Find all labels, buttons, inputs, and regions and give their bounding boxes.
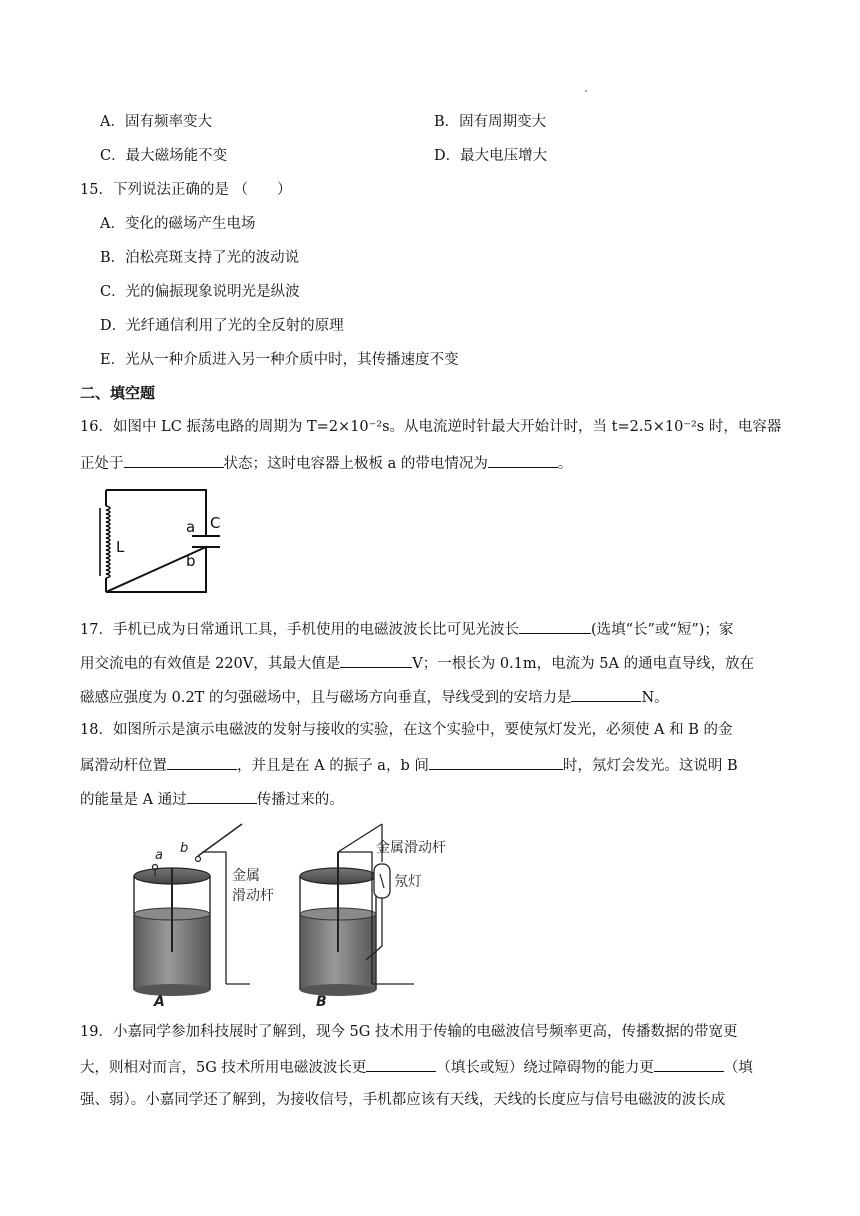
q18-text-c: 时，氖灯会发光。这说明 B bbox=[562, 758, 738, 774]
lamp-label: 氖灯 bbox=[394, 874, 422, 890]
answer-blank[interactable] bbox=[187, 788, 257, 804]
jar-a bbox=[134, 865, 210, 997]
q17-text-e: 磁感应强度为 0.2T 的匀强磁场中，且与磁场方向垂直，导线受到的安培力是 bbox=[80, 690, 572, 706]
q15-option-b: B．泊松亮斑支持了光的波动说 bbox=[100, 250, 300, 266]
jar-b-label: B bbox=[316, 994, 327, 1008]
q19-text-c: （填 bbox=[723, 1060, 753, 1076]
inductor-label: L bbox=[116, 538, 125, 556]
stray-dot bbox=[585, 90, 587, 92]
q14-option-d: D．最大电压增大 bbox=[434, 148, 548, 164]
q17-text-a: 17．手机已成为日常通讯工具，手机使用的电磁波波长比可见光波长 bbox=[80, 622, 519, 638]
q19-text-a: 大，则相对而言，5G 技术所用电磁波波长更 bbox=[80, 1060, 367, 1076]
jar-b bbox=[300, 852, 376, 996]
answer-blank[interactable] bbox=[488, 452, 558, 468]
lc-circuit-diagram bbox=[96, 484, 226, 600]
q14-option-b: B．固有周期变大 bbox=[434, 114, 547, 130]
answer-blank[interactable] bbox=[654, 1056, 724, 1072]
rod-a-label-1: 金属 bbox=[232, 868, 260, 884]
jar-a-label: A bbox=[154, 994, 165, 1008]
terminal-b-label: b bbox=[180, 841, 189, 856]
answer-blank[interactable] bbox=[167, 754, 237, 770]
q16-text-c: 。 bbox=[557, 456, 573, 472]
q19-line1: 19．小嘉同学参加科技展时了解到，现今 5G 技术用于传输的电磁波信号频率更高，传播数据的带宽更 bbox=[80, 1024, 738, 1040]
q16-line1: 16．如图中 LC 振荡电路的周期为 T=2×10⁻²s。从电流逆时针最大开始计时，当 t=2.5×10⁻²s 时，电容器 bbox=[80, 419, 782, 435]
q18-line2 bbox=[80, 754, 738, 776]
q15-option-d: D．光纤通信利用了光的全反射的原理 bbox=[100, 318, 344, 334]
q17-text-b: (选填“长”或“短”)；家 bbox=[590, 622, 734, 638]
q16-line2 bbox=[80, 452, 572, 474]
answer-blank[interactable] bbox=[429, 754, 563, 770]
answer-blank[interactable] bbox=[366, 1056, 436, 1072]
q14-option-a: A．固有频率变大 bbox=[100, 114, 212, 130]
q15-option-a: A．变化的磁场产生电场 bbox=[100, 216, 256, 232]
answer-blank[interactable] bbox=[571, 686, 641, 702]
q18-text-e: 传播过来的。 bbox=[256, 792, 344, 808]
answer-blank[interactable] bbox=[340, 652, 412, 668]
answer-blank[interactable] bbox=[124, 452, 224, 468]
answer-blank[interactable] bbox=[519, 618, 591, 634]
q17-text-d: V；一根长为 0.1m，电流为 5A 的通电直导线，放在 bbox=[412, 656, 755, 672]
rod-b-label: 金属滑动杆 bbox=[376, 840, 446, 856]
q14-option-c: C．最大磁场能不变 bbox=[100, 148, 228, 164]
q18-text-a: 属滑动杆位置 bbox=[80, 758, 167, 774]
q15-option-e: E．光从一种介质进入另一种介质中时，其传播速度不变 bbox=[100, 352, 459, 368]
capacitor-label: C bbox=[210, 514, 221, 532]
q16-text-b: 状态；这时电容器上极板 a 的带电情况为 bbox=[223, 456, 488, 472]
q18-text-d: 的能量是 A 通过 bbox=[80, 792, 187, 808]
q19-line2 bbox=[80, 1056, 753, 1078]
q15-option-c: C．光的偏振现象说明光是纵波 bbox=[100, 284, 300, 300]
q16-text-a: 正处于 bbox=[80, 456, 124, 472]
q18-line1: 18．如图所示是演示电磁波的发射与接收的实验，在这个实验中，要使氖灯发光，必须使 A 和 B 的金 bbox=[80, 722, 733, 738]
plate-b-label: b bbox=[186, 552, 196, 570]
q19-line3: 强、弱）。小嘉同学还了解到，为接收信号，手机都应该有天线，天线的长度应与信号电磁波的波长成 bbox=[80, 1092, 726, 1108]
q18-line3 bbox=[80, 788, 344, 810]
q19-text-b: （填长或短）绕过障碍物的能力更 bbox=[436, 1060, 654, 1076]
q17-text-c: 用交流电的有效值是 220V，其最大值是 bbox=[80, 656, 341, 672]
rod-a-label-2: 滑动杆 bbox=[232, 888, 274, 904]
q18-text-b: ，并且是在 A 的振子 a，b 间 bbox=[237, 758, 429, 774]
terminal-a-label: a bbox=[155, 848, 163, 863]
q17-line2 bbox=[80, 652, 754, 674]
q17-line1 bbox=[80, 618, 733, 640]
plate-a-label: a bbox=[186, 518, 196, 536]
section-heading: 二、填空题 bbox=[80, 384, 156, 402]
q17-line3 bbox=[80, 686, 669, 708]
q15-stem: 15．下列说法正确的是 （ ） bbox=[80, 182, 292, 198]
q17-text-f: N。 bbox=[641, 690, 669, 706]
leyden-jar-diagram bbox=[118, 822, 448, 1008]
